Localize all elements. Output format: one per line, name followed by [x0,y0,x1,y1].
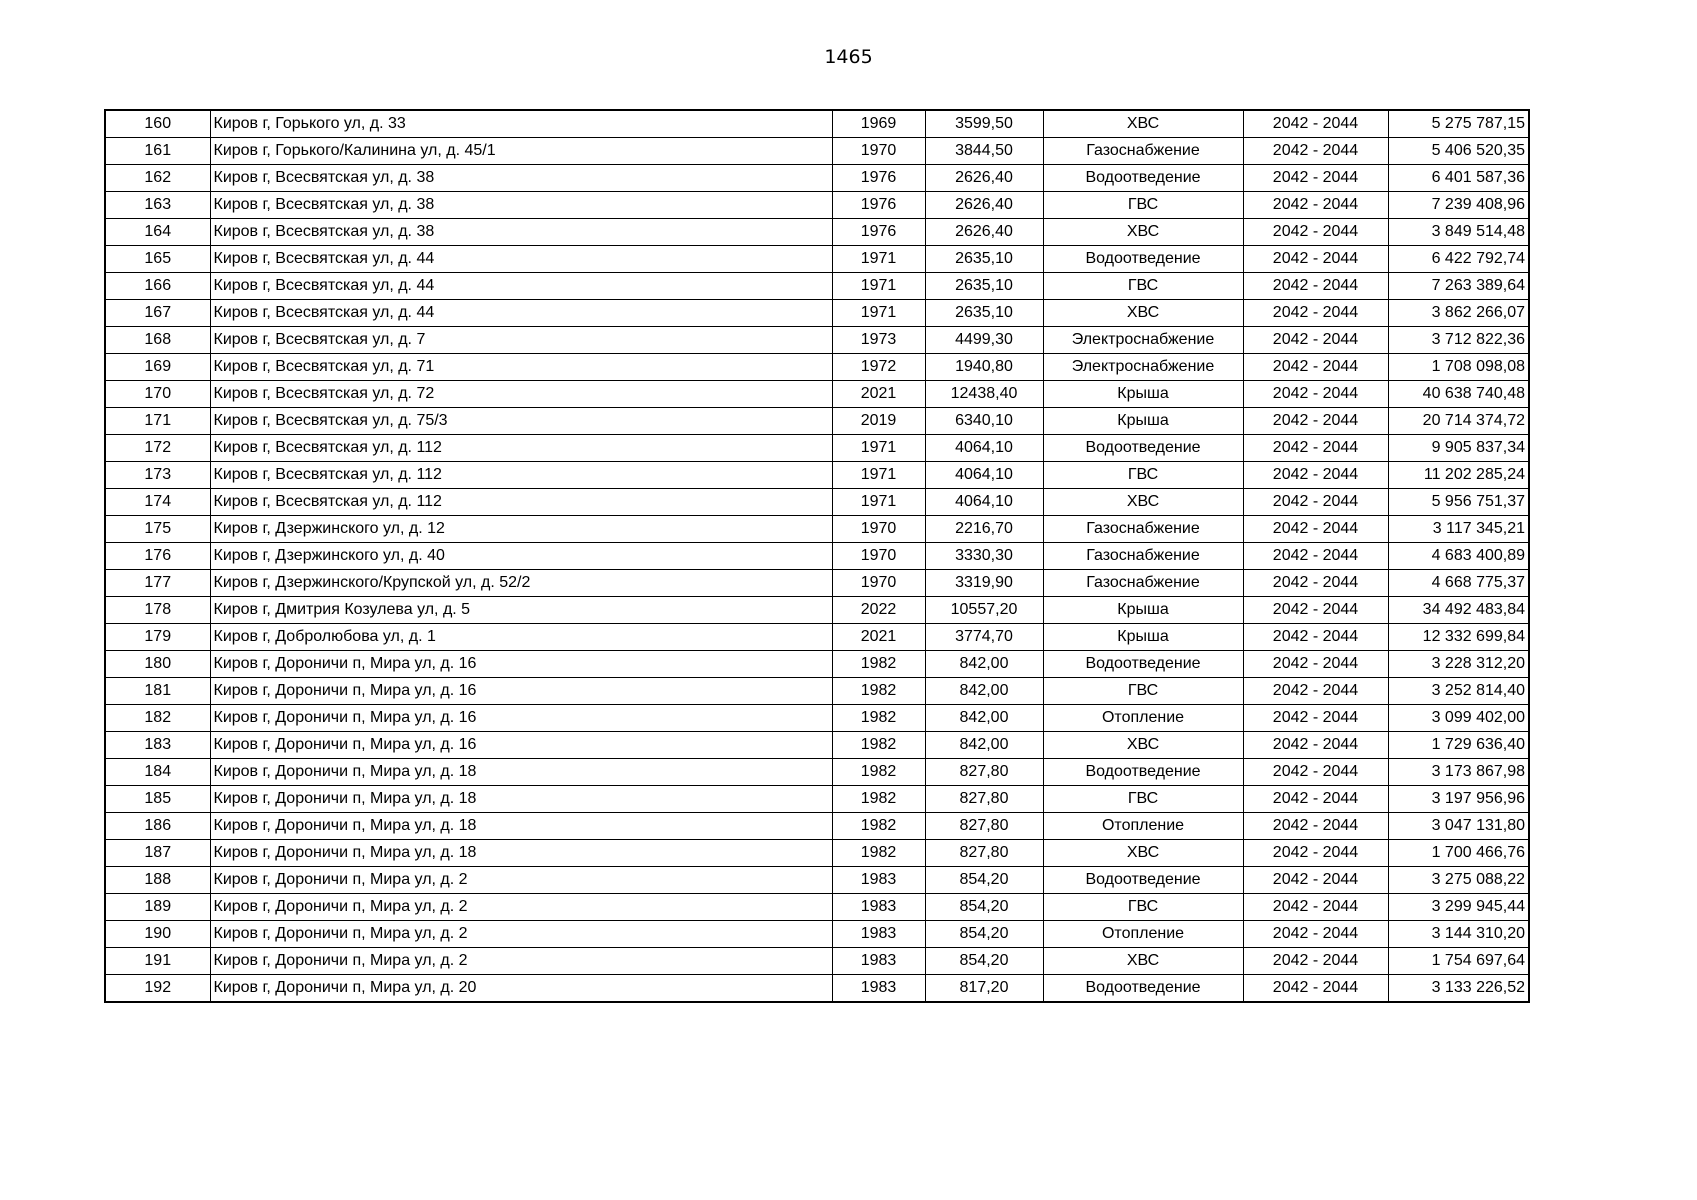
table-row [105,516,1529,543]
work-type-cell: Крыша [1043,381,1243,408]
cost-cell: 3 197 956,96 [1388,786,1529,813]
cost-cell: 6 401 587,36 [1388,165,1529,192]
cost-cell: 34 492 483,84 [1388,597,1529,624]
period-cell: 2042 - 2044 [1243,165,1388,192]
address-cell: Киров г, Дороничи п, Мира ул, д. 18 [210,840,832,867]
cost-cell: 4 668 775,37 [1388,570,1529,597]
page-number: 1465 [824,46,873,68]
period-cell: 2042 - 2044 [1243,651,1388,678]
year-cell: 1982 [832,786,925,813]
cost-cell: 9 905 837,34 [1388,435,1529,462]
year-cell: 1982 [832,651,925,678]
period-cell: 2042 - 2044 [1243,354,1388,381]
table-row [105,489,1529,516]
cost-cell: 6 422 792,74 [1388,246,1529,273]
area-cell: 842,00 [925,732,1043,759]
row-number-cell: 171 [105,408,210,435]
cost-cell: 3 047 131,80 [1388,813,1529,840]
period-cell: 2042 - 2044 [1243,732,1388,759]
table-row [105,597,1529,624]
row-number-cell: 191 [105,948,210,975]
period-cell: 2042 - 2044 [1243,327,1388,354]
cost-cell: 40 638 740,48 [1388,381,1529,408]
table-row [105,678,1529,705]
table-row [105,110,1529,138]
row-number-cell: 165 [105,246,210,273]
work-type-cell: Электроснабжение [1043,354,1243,381]
table-row [105,651,1529,678]
period-cell: 2042 - 2044 [1243,975,1388,1003]
work-type-cell: ХВС [1043,219,1243,246]
address-cell: Киров г, Дороничи п, Мира ул, д. 16 [210,705,832,732]
address-cell: Киров г, Дороничи п, Мира ул, д. 20 [210,975,832,1003]
work-type-cell: Крыша [1043,597,1243,624]
period-cell: 2042 - 2044 [1243,624,1388,651]
year-cell: 1970 [832,138,925,165]
cost-cell: 4 683 400,89 [1388,543,1529,570]
period-cell: 2042 - 2044 [1243,246,1388,273]
work-type-cell: ХВС [1043,489,1243,516]
period-cell: 2042 - 2044 [1243,381,1388,408]
address-cell: Киров г, Всесвятская ул, д. 38 [210,219,832,246]
table-row [105,570,1529,597]
year-cell: 1976 [832,165,925,192]
work-type-cell: Газоснабжение [1043,516,1243,543]
cost-cell: 7 239 408,96 [1388,192,1529,219]
row-number-cell: 167 [105,300,210,327]
row-number-cell: 187 [105,840,210,867]
year-cell: 1982 [832,840,925,867]
area-cell: 3319,90 [925,570,1043,597]
table-row [105,246,1529,273]
table-row [105,165,1529,192]
cost-cell: 11 202 285,24 [1388,462,1529,489]
work-type-cell: Крыша [1043,408,1243,435]
period-cell: 2042 - 2044 [1243,110,1388,138]
table-row [105,273,1529,300]
row-number-cell: 186 [105,813,210,840]
row-number-cell: 175 [105,516,210,543]
address-cell: Киров г, Дороничи п, Мира ул, д. 2 [210,948,832,975]
year-cell: 1982 [832,732,925,759]
cost-cell: 3 228 312,20 [1388,651,1529,678]
work-type-cell: Отопление [1043,705,1243,732]
area-cell: 854,20 [925,867,1043,894]
area-cell: 4064,10 [925,462,1043,489]
year-cell: 1983 [832,975,925,1003]
work-type-cell: ГВС [1043,786,1243,813]
cost-cell: 1 700 466,76 [1388,840,1529,867]
period-cell: 2042 - 2044 [1243,192,1388,219]
area-cell: 854,20 [925,894,1043,921]
area-cell: 3330,30 [925,543,1043,570]
year-cell: 1983 [832,867,925,894]
address-cell: Киров г, Дороничи п, Мира ул, д. 2 [210,921,832,948]
work-type-cell: Водоотведение [1043,759,1243,786]
table-row [105,300,1529,327]
table-row [105,327,1529,354]
area-cell: 2216,70 [925,516,1043,543]
year-cell: 1971 [832,435,925,462]
year-cell: 1982 [832,759,925,786]
year-cell: 1976 [832,192,925,219]
cost-cell: 3 299 945,44 [1388,894,1529,921]
row-number-cell: 161 [105,138,210,165]
cost-cell: 3 144 310,20 [1388,921,1529,948]
row-number-cell: 173 [105,462,210,489]
year-cell: 2019 [832,408,925,435]
cost-cell: 3 862 266,07 [1388,300,1529,327]
row-number-cell: 185 [105,786,210,813]
address-cell: Киров г, Дороничи п, Мира ул, д. 16 [210,732,832,759]
year-cell: 1971 [832,273,925,300]
address-cell: Киров г, Всесвятская ул, д. 38 [210,192,832,219]
period-cell: 2042 - 2044 [1243,597,1388,624]
table-row [105,840,1529,867]
address-cell: Киров г, Горького ул, д. 33 [210,110,832,138]
cost-cell: 3 849 514,48 [1388,219,1529,246]
year-cell: 1982 [832,705,925,732]
cost-cell: 5 956 751,37 [1388,489,1529,516]
area-cell: 10557,20 [925,597,1043,624]
area-cell: 3599,50 [925,110,1043,138]
year-cell: 1983 [832,921,925,948]
year-cell: 1970 [832,516,925,543]
year-cell: 1973 [832,327,925,354]
area-cell: 3844,50 [925,138,1043,165]
work-type-cell: ХВС [1043,732,1243,759]
area-cell: 842,00 [925,651,1043,678]
work-type-cell: Водоотведение [1043,651,1243,678]
area-cell: 2626,40 [925,165,1043,192]
row-number-cell: 168 [105,327,210,354]
table-row [105,867,1529,894]
row-number-cell: 160 [105,110,210,138]
area-cell: 1940,80 [925,354,1043,381]
work-type-cell: ХВС [1043,948,1243,975]
work-type-cell: ХВС [1043,110,1243,138]
row-number-cell: 192 [105,975,210,1003]
row-number-cell: 184 [105,759,210,786]
cost-cell: 3 275 088,22 [1388,867,1529,894]
period-cell: 2042 - 2044 [1243,462,1388,489]
year-cell: 1983 [832,894,925,921]
year-cell: 1971 [832,462,925,489]
period-cell: 2042 - 2044 [1243,570,1388,597]
table-row [105,759,1529,786]
area-cell: 827,80 [925,786,1043,813]
area-cell: 842,00 [925,678,1043,705]
row-number-cell: 182 [105,705,210,732]
row-number-cell: 164 [105,219,210,246]
period-cell: 2042 - 2044 [1243,678,1388,705]
table-row [105,543,1529,570]
table-body [105,110,1529,1002]
address-cell: Киров г, Дзержинского/Крупской ул, д. 52/2 [210,570,832,597]
area-cell: 842,00 [925,705,1043,732]
cost-cell: 3 099 402,00 [1388,705,1529,732]
work-type-cell: Электроснабжение [1043,327,1243,354]
row-number-cell: 183 [105,732,210,759]
row-number-cell: 172 [105,435,210,462]
area-cell: 4499,30 [925,327,1043,354]
row-number-cell: 180 [105,651,210,678]
row-number-cell: 179 [105,624,210,651]
year-cell: 1971 [832,300,925,327]
year-cell: 1971 [832,489,925,516]
work-type-cell: ХВС [1043,840,1243,867]
address-cell: Киров г, Дороничи п, Мира ул, д. 18 [210,786,832,813]
period-cell: 2042 - 2044 [1243,408,1388,435]
area-cell: 2626,40 [925,219,1043,246]
area-cell: 854,20 [925,921,1043,948]
work-type-cell: ГВС [1043,462,1243,489]
work-type-cell: Водоотведение [1043,975,1243,1003]
year-cell: 1969 [832,110,925,138]
work-type-cell: Газоснабжение [1043,138,1243,165]
address-cell: Киров г, Дмитрия Козулева ул, д. 5 [210,597,832,624]
period-cell: 2042 - 2044 [1243,543,1388,570]
year-cell: 1982 [832,813,925,840]
work-type-cell: Газоснабжение [1043,570,1243,597]
cost-cell: 12 332 699,84 [1388,624,1529,651]
row-number-cell: 174 [105,489,210,516]
repair-schedule-table [104,109,1530,1003]
work-type-cell: ГВС [1043,192,1243,219]
cost-cell: 3 252 814,40 [1388,678,1529,705]
address-cell: Киров г, Всесвятская ул, д. 44 [210,246,832,273]
area-cell: 4064,10 [925,489,1043,516]
year-cell: 1983 [832,948,925,975]
table-row [105,624,1529,651]
table-row [105,786,1529,813]
cost-cell: 3 133 226,52 [1388,975,1529,1003]
address-cell: Киров г, Всесвятская ул, д. 112 [210,435,832,462]
period-cell: 2042 - 2044 [1243,138,1388,165]
address-cell: Киров г, Всесвятская ул, д. 7 [210,327,832,354]
cost-cell: 5 275 787,15 [1388,110,1529,138]
address-cell: Киров г, Горького/Калинина ул, д. 45/1 [210,138,832,165]
row-number-cell: 188 [105,867,210,894]
work-type-cell: ГВС [1043,894,1243,921]
cost-cell: 3 173 867,98 [1388,759,1529,786]
year-cell: 1982 [832,678,925,705]
cost-cell: 1 754 697,64 [1388,948,1529,975]
table-row [105,732,1529,759]
area-cell: 2635,10 [925,273,1043,300]
address-cell: Киров г, Дороничи п, Мира ул, д. 2 [210,894,832,921]
table-row [105,408,1529,435]
work-type-cell: Водоотведение [1043,246,1243,273]
table-row [105,813,1529,840]
period-cell: 2042 - 2044 [1243,840,1388,867]
period-cell: 2042 - 2044 [1243,300,1388,327]
address-cell: Киров г, Дороничи п, Мира ул, д. 16 [210,651,832,678]
period-cell: 2042 - 2044 [1243,813,1388,840]
table-row [105,975,1529,1003]
work-type-cell: Водоотведение [1043,867,1243,894]
row-number-cell: 166 [105,273,210,300]
row-number-cell: 169 [105,354,210,381]
address-cell: Киров г, Всесвятская ул, д. 38 [210,165,832,192]
address-cell: Киров г, Дороничи п, Мира ул, д. 18 [210,813,832,840]
period-cell: 2042 - 2044 [1243,273,1388,300]
row-number-cell: 163 [105,192,210,219]
year-cell: 1971 [832,246,925,273]
row-number-cell: 189 [105,894,210,921]
row-number-cell: 190 [105,921,210,948]
table-row [105,921,1529,948]
period-cell: 2042 - 2044 [1243,786,1388,813]
year-cell: 2021 [832,624,925,651]
work-type-cell: ХВС [1043,300,1243,327]
area-cell: 2635,10 [925,246,1043,273]
row-number-cell: 170 [105,381,210,408]
work-type-cell: Водоотведение [1043,435,1243,462]
row-number-cell: 181 [105,678,210,705]
area-cell: 2635,10 [925,300,1043,327]
cost-cell: 5 406 520,35 [1388,138,1529,165]
cost-cell: 1 708 098,08 [1388,354,1529,381]
work-type-cell: ГВС [1043,273,1243,300]
period-cell: 2042 - 2044 [1243,705,1388,732]
area-cell: 854,20 [925,948,1043,975]
address-cell: Киров г, Добролюбова ул, д. 1 [210,624,832,651]
table-row [105,192,1529,219]
area-cell: 827,80 [925,840,1043,867]
table-row [105,948,1529,975]
address-cell: Киров г, Дороничи п, Мира ул, д. 2 [210,867,832,894]
work-type-cell: Отопление [1043,921,1243,948]
address-cell: Киров г, Всесвятская ул, д. 112 [210,489,832,516]
table-row [105,354,1529,381]
area-cell: 2626,40 [925,192,1043,219]
period-cell: 2042 - 2044 [1243,921,1388,948]
year-cell: 2022 [832,597,925,624]
row-number-cell: 162 [105,165,210,192]
work-type-cell: Газоснабжение [1043,543,1243,570]
table-row [105,894,1529,921]
work-type-cell: Водоотведение [1043,165,1243,192]
table-row [105,435,1529,462]
period-cell: 2042 - 2044 [1243,516,1388,543]
area-cell: 3774,70 [925,624,1043,651]
table-row [105,462,1529,489]
year-cell: 1970 [832,543,925,570]
row-number-cell: 178 [105,597,210,624]
period-cell: 2042 - 2044 [1243,759,1388,786]
work-type-cell: ГВС [1043,678,1243,705]
table-row [105,381,1529,408]
cost-cell: 1 729 636,40 [1388,732,1529,759]
year-cell: 2021 [832,381,925,408]
area-cell: 6340,10 [925,408,1043,435]
work-type-cell: Отопление [1043,813,1243,840]
year-cell: 1970 [832,570,925,597]
row-number-cell: 177 [105,570,210,597]
cost-cell: 3 117 345,21 [1388,516,1529,543]
address-cell: Киров г, Дороничи п, Мира ул, д. 18 [210,759,832,786]
year-cell: 1976 [832,219,925,246]
period-cell: 2042 - 2044 [1243,894,1388,921]
address-cell: Киров г, Всесвятская ул, д. 44 [210,273,832,300]
area-cell: 827,80 [925,813,1043,840]
address-cell: Киров г, Дзержинского ул, д. 40 [210,543,832,570]
address-cell: Киров г, Всесвятская ул, д. 112 [210,462,832,489]
table-row [105,138,1529,165]
year-cell: 1972 [832,354,925,381]
area-cell: 817,20 [925,975,1043,1003]
address-cell: Киров г, Всесвятская ул, д. 71 [210,354,832,381]
period-cell: 2042 - 2044 [1243,489,1388,516]
address-cell: Киров г, Всесвятская ул, д. 75/3 [210,408,832,435]
period-cell: 2042 - 2044 [1243,867,1388,894]
table-row [105,219,1529,246]
work-type-cell: Крыша [1043,624,1243,651]
period-cell: 2042 - 2044 [1243,219,1388,246]
cost-cell: 3 712 822,36 [1388,327,1529,354]
period-cell: 2042 - 2044 [1243,948,1388,975]
table-row [105,705,1529,732]
address-cell: Киров г, Дороничи п, Мира ул, д. 16 [210,678,832,705]
address-cell: Киров г, Дзержинского ул, д. 12 [210,516,832,543]
cost-cell: 20 714 374,72 [1388,408,1529,435]
area-cell: 12438,40 [925,381,1043,408]
row-number-cell: 176 [105,543,210,570]
area-cell: 827,80 [925,759,1043,786]
address-cell: Киров г, Всесвятская ул, д. 72 [210,381,832,408]
cost-cell: 7 263 389,64 [1388,273,1529,300]
area-cell: 4064,10 [925,435,1043,462]
period-cell: 2042 - 2044 [1243,435,1388,462]
address-cell: Киров г, Всесвятская ул, д. 44 [210,300,832,327]
